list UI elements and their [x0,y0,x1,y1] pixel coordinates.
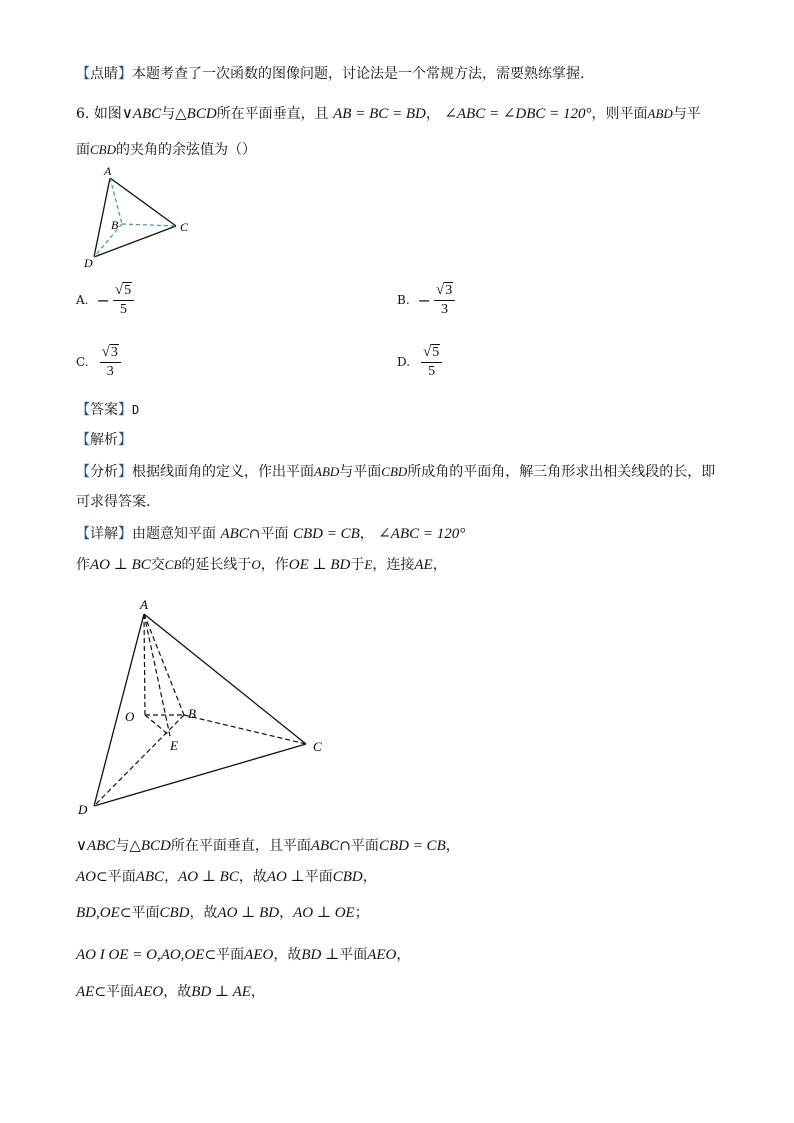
math-aeo: AEO [367,947,397,963]
figure-tetrahedron-large [70,592,350,822]
math-abc: ABC [220,526,249,542]
proof-line-4 [76,945,410,965]
proof-text: 平面 [339,947,368,963]
math-plane-cbd: CBD [381,464,408,479]
option-numerator: 3 [445,283,453,298]
label-d: D [78,802,88,817]
proof-text: ，故 [238,869,267,885]
option-denominator: 3 [441,302,449,317]
xiangjie-line [76,524,465,544]
proof-text: 与 [115,838,130,854]
math-ao-cap-oe: AO I OE = O,AO,OE [76,947,205,963]
segment-ao [144,614,145,715]
option-label: B. [397,293,410,307]
math-triangle-abc: ∨ABC [121,106,162,122]
question-text: 的夹角的余弦值为（） [116,142,256,158]
proof-text: ， [279,905,294,921]
proof-text: ，故 [273,947,302,963]
edge-ac [110,178,176,226]
fenxi-text: 所成角的平面角，解三角形求出相关线段的长，即 [407,464,716,480]
label-a: A [104,164,112,178]
fenxi-tag: 【分析】 [76,464,132,480]
question-line-1 [76,104,701,124]
label-d: D [84,256,93,270]
option-label: C. [76,355,89,369]
question-text: ，则平面 [591,106,648,122]
option-sign: − [417,290,432,310]
label-b: B [111,218,119,232]
proof-line-1 [76,836,460,856]
math-ao-perp-bd: AO ⊥ BD [217,905,280,921]
proof-line-2 [76,867,377,887]
comment-text: 本题考查了一次函数的图像问题，讨论法是一个常规方法，需要熟练掌握. [132,66,585,82]
analysis-tag: 【解析】 [76,432,132,448]
edge-dc [94,226,176,257]
proof-text: ， [250,984,265,1000]
fenxi-text: 根据线面角的定义，作出平面 [132,464,314,480]
math-bd-perp: BD ⊥ [301,947,340,963]
math-abc: ABC [310,838,340,854]
proof-line-3 [76,903,369,923]
math-ae: AE [76,984,95,1000]
option-numerator: 5 [124,283,132,298]
xiangjie-tag: 【详解】 [76,526,132,542]
question-number: 6. [76,106,90,122]
proof-text: ⊂平面 [94,984,135,1000]
option-sign: − [96,290,110,310]
option-b[interactable] [397,282,455,318]
math-plane-abd: ABD [647,106,673,121]
math-plane-abd: ABD [314,464,340,479]
xiangjie-text: ， [359,526,374,542]
segment-ab [144,614,184,715]
math-bd-perp-ae: BD ⊥ AE [191,984,251,1000]
construct-text: ，作 [260,557,289,573]
option-a[interactable] [76,282,134,318]
fenxi-line-2 [76,492,150,512]
construct-text: ，连接 [372,557,415,573]
proof-text: ，故 [163,984,192,1000]
math-triangle-bcd: △BCD [129,838,171,854]
option-denominator: 3 [106,364,114,379]
answer-value: D [132,403,140,417]
math-intersection: CBD = CB [292,526,360,542]
construct-text: 交 [150,557,165,573]
option-denominator: 5 [428,364,436,379]
edge-ad [94,178,110,257]
math-ao: AO [76,869,96,885]
math-triangle-abc: ∨ABC [76,838,116,854]
proof-text: ⊂平面 [119,905,160,921]
proof-text: ，故 [189,905,218,921]
proof-text: ， [445,838,460,854]
proof-line-5 [76,982,265,1002]
math-ao-perp: AO ⊥ [266,869,305,885]
math-angle: ∠ABC = 120° [378,526,466,542]
math-cb: CB [164,557,182,572]
option-fraction: √ 5 5 [421,344,442,380]
label-e: E [170,738,178,753]
question-text: 与平 [672,106,701,122]
math-o: O [251,557,261,572]
construct-text: 作 [76,557,90,573]
proof-text: ⊂平面 [204,947,245,963]
math-cbd: CBD [332,869,363,885]
edge-ad [94,614,144,806]
math-e: E [364,557,373,572]
answer-tag: 【答案】 [76,402,132,418]
fenxi-line-1 [76,462,715,482]
xiangjie-text: 由题意知平面 [132,526,216,542]
math-oe-perp-bd: OE ⊥ BD [288,557,351,573]
math-ao-perp-oe: AO ⊥ OE [293,905,355,921]
proof-text: ∩平面 [339,838,379,854]
proof-text: ， [362,869,377,885]
xiangjie-text: ∩平面 [248,526,289,542]
option-numerator: 5 [432,345,440,360]
math-ao-perp-bc: AO ⊥ BC [90,557,151,573]
construct-line [76,555,447,575]
comment-tag: 【点睛】 [76,66,132,82]
math-equal-angles: ∠ABC = ∠DBC = 120° [444,106,592,122]
proof-text: ， [396,947,411,963]
option-numerator: 3 [110,345,118,360]
analysis-line [76,430,132,450]
proof-text: 所在平面垂直，且平面 [170,838,311,854]
label-c: C [180,220,189,234]
question-text: 所在平面垂直，且 [216,106,329,122]
math-aeo: AEO [134,984,164,1000]
math-triangle-bcd: △BCD [175,106,217,122]
construct-text: 于 [350,557,365,573]
comment-line [76,64,584,84]
option-label: A. [76,293,89,307]
math-ao-perp-bc: AO ⊥ BC [178,869,239,885]
label-o: O [125,709,135,724]
proof-text: ； [354,905,369,921]
proof-text: 平面 [304,869,333,885]
option-c[interactable] [76,344,121,380]
option-fraction: √ 5 5 [113,282,134,318]
label-b: B [188,706,196,721]
question-text: 与 [161,106,176,122]
answer-line [76,400,139,420]
math-aeo: AEO [244,947,274,963]
math-abc: ABC [135,869,165,885]
question-text: 如图 [93,106,122,122]
math-intersection: CBD = CB [378,838,446,854]
option-fraction: √ 3 3 [100,344,121,380]
construct-text: ， [432,557,447,573]
math-ae: AE [414,557,433,573]
edge-dc [94,744,306,806]
option-d[interactable] [397,344,442,380]
proof-text: ， [164,869,179,885]
edge-bc-dashed [122,224,176,226]
question-text: ， [425,106,440,122]
math-plane-cbd: CBD [90,142,116,157]
question-line-2 [76,140,256,160]
option-denominator: 5 [120,302,127,317]
question-text: 面 [76,142,90,158]
label-a: A [140,597,148,612]
fenxi-text: 可求得答案. [76,494,151,510]
option-label: D. [397,355,411,369]
proof-text: ⊂平面 [96,869,136,885]
option-fraction: √ 3 3 [434,282,455,318]
math-bd-oe: BD,OE [76,905,120,921]
figure-tetrahedron-small [70,160,210,275]
math-equal-lengths: AB = BC = BD [333,106,426,122]
math-cbd: CBD [159,905,190,921]
construct-text: 的延长线于 [181,557,252,573]
fenxi-text: 与平面 [339,464,382,480]
label-c: C [313,739,322,754]
